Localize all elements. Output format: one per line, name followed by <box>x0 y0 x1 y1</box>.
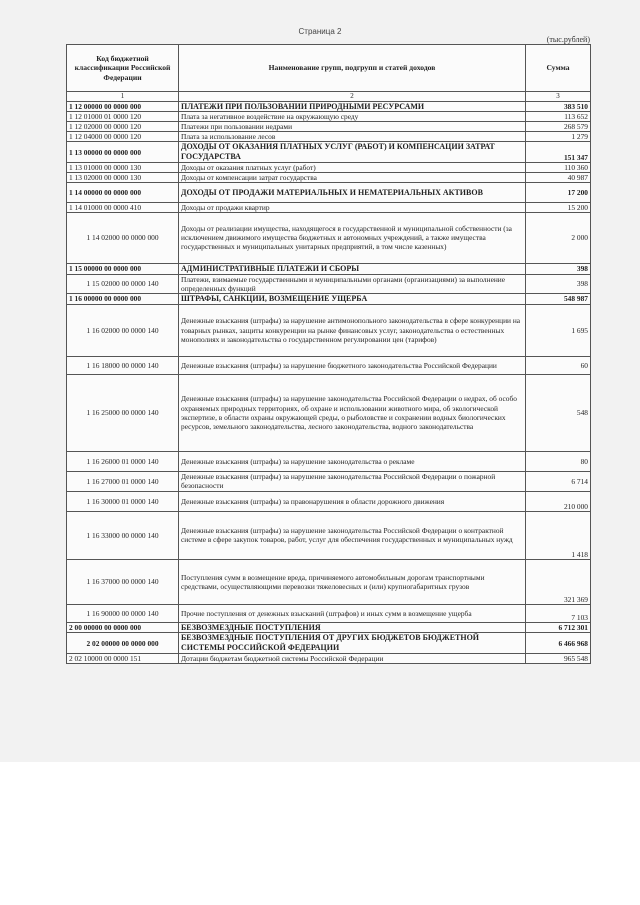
row-sum: 110 360 <box>526 162 591 172</box>
row-name: ШТРАФЫ, САНКЦИИ, ВОЗМЕЩЕНИЕ УЩЕРБА <box>179 293 526 304</box>
table-row <box>67 132 591 142</box>
row-sum: 1 418 <box>526 511 591 559</box>
row-code: 1 15 00000 00 0000 000 <box>67 263 179 274</box>
row-sum: 398 <box>526 274 591 293</box>
row-code: 1 16 18000 00 0000 140 <box>67 356 179 374</box>
row-name: Дотации бюджетам бюджетной системы Российской Федерации <box>179 653 526 663</box>
header-code: Код бюджетной классификации Российской Федерации <box>67 45 179 92</box>
row-code: 1 16 37000 00 0000 140 <box>67 559 179 604</box>
table-row <box>67 633 591 654</box>
table-row <box>67 356 591 374</box>
row-sum: 7 103 <box>526 604 591 622</box>
row-code: 2 00 00000 00 0000 000 <box>67 622 179 633</box>
row-sum: 548 987 <box>526 293 591 304</box>
row-code: 1 12 01000 01 0000 120 <box>67 112 179 122</box>
table-row <box>67 212 591 263</box>
table-row <box>67 471 591 491</box>
row-code: 1 13 02000 00 0000 130 <box>67 172 179 182</box>
row-name: Плата за использование лесов <box>179 132 526 142</box>
row-name: Доходы от компенсации затрат государства <box>179 172 526 182</box>
row-code: 2 02 00000 00 0000 000 <box>67 633 179 654</box>
table-row <box>67 274 591 293</box>
row-code: 1 16 02000 00 0000 140 <box>67 304 179 356</box>
row-sum: 321 369 <box>526 559 591 604</box>
row-name: Доходы от реализации имущества, находящегося в государственной и муниципальной собственности (за исключением движимого имущества бюджетных и автономных учреждений, а также имущества государственных и муниципальных унитарных предприятий, в том числе казенных) <box>179 212 526 263</box>
row-code: 2 02 10000 00 0000 151 <box>67 653 179 663</box>
row-code: 1 16 00000 00 0000 000 <box>67 293 179 304</box>
row-code: 1 13 01000 00 0000 130 <box>67 162 179 172</box>
table-row <box>67 653 591 663</box>
table-row <box>67 451 591 471</box>
row-code: 1 12 00000 00 0000 000 <box>67 101 179 112</box>
table-row <box>67 559 591 604</box>
table-row <box>67 182 591 202</box>
row-sum: 113 652 <box>526 112 591 122</box>
row-name: Денежные взыскания (штрафы) за нарушение бюджетного законодательства Российской Федерации <box>179 356 526 374</box>
column-number: 2 <box>179 92 526 102</box>
row-sum: 383 510 <box>526 101 591 112</box>
table-row <box>67 202 591 212</box>
column-number-row <box>67 92 591 102</box>
row-name: ДОХОДЫ ОТ ОКАЗАНИЯ ПЛАТНЫХ УСЛУГ (РАБОТ) И КОМПЕНСАЦИИ ЗАТРАТ ГОСУДАРСТВА <box>179 142 526 163</box>
table-row <box>67 162 591 172</box>
row-name: Платежи, взимаемые государственными и муниципальными органами (организациями) за выполнение определенных функций <box>179 274 526 293</box>
row-sum: 398 <box>526 263 591 274</box>
row-sum: 6 466 968 <box>526 633 591 654</box>
row-name: Денежные взыскания (штрафы) за правонарушения в области дорожного движения <box>179 491 526 511</box>
column-number: 1 <box>67 92 179 102</box>
row-code: 1 16 27000 01 0000 140 <box>67 471 179 491</box>
table-row <box>67 142 591 163</box>
row-sum: 151 347 <box>526 142 591 163</box>
row-name: Поступления сумм в возмещение вреда, причиняемого автомобильным дорогам транспортными средствами, осуществляющими перевозки тяжеловесных и (или) крупногабаритных грузов <box>179 559 526 604</box>
revenue-table <box>66 44 591 664</box>
table-row <box>67 304 591 356</box>
row-sum: 15 200 <box>526 202 591 212</box>
table-row <box>67 491 591 511</box>
row-sum: 965 548 <box>526 653 591 663</box>
column-number: 3 <box>526 92 591 102</box>
table-row <box>67 172 591 182</box>
table-row <box>67 622 591 633</box>
table-row <box>67 511 591 559</box>
row-name: Прочие поступления от денежных взысканий (штрафов) и иных сумм в возмещение ущерба <box>179 604 526 622</box>
row-name: Денежные взыскания (штрафы) за нарушение законодательства о рекламе <box>179 451 526 471</box>
row-name: Доходы от продажи квартир <box>179 202 526 212</box>
row-name: Денежные взыскания (штрафы) за нарушение антимонопольного законодательства в сфере конкуренции на товарных рынках, защиты конкуренции на рынке финансовых услуг, законодательства о естественных монополиях и законодательства о государственном регулировании цен (тарифов) <box>179 304 526 356</box>
row-sum: 2 000 <box>526 212 591 263</box>
row-name: Денежные взыскания (штрафы) за нарушение законодательства Российской Федерации о пожарной безопасности <box>179 471 526 491</box>
row-name: Платежи при пользовании недрами <box>179 122 526 132</box>
row-sum: 60 <box>526 356 591 374</box>
table-row <box>67 374 591 451</box>
row-code: 1 12 02000 00 0000 120 <box>67 122 179 132</box>
row-sum: 548 <box>526 374 591 451</box>
row-code: 1 12 04000 00 0000 120 <box>67 132 179 142</box>
page-label: Страница 2 <box>298 27 342 36</box>
row-name: АДМИНИСТРАТИВНЫЕ ПЛАТЕЖИ И СБОРЫ <box>179 263 526 274</box>
row-code: 1 16 90000 00 0000 140 <box>67 604 179 622</box>
row-name: Плата за негативное воздействие на окружающую среду <box>179 112 526 122</box>
row-name: ПЛАТЕЖИ ПРИ ПОЛЬЗОВАНИИ ПРИРОДНЫМИ РЕСУРСАМИ <box>179 101 526 112</box>
row-code: 1 16 25000 00 0000 140 <box>67 374 179 451</box>
table-header-row <box>67 45 591 92</box>
header-sum: Сумма <box>526 45 591 92</box>
row-code: 1 13 00000 00 0000 000 <box>67 142 179 163</box>
row-sum: 1 695 <box>526 304 591 356</box>
table-row <box>67 293 591 304</box>
row-code: 1 16 26000 01 0000 140 <box>67 451 179 471</box>
table-row <box>67 604 591 622</box>
table-row <box>67 101 591 112</box>
row-sum: 6 714 <box>526 471 591 491</box>
row-code: 1 16 33000 00 0000 140 <box>67 511 179 559</box>
row-sum: 210 000 <box>526 491 591 511</box>
row-name: ДОХОДЫ ОТ ПРОДАЖИ МАТЕРИАЛЬНЫХ И НЕМАТЕРИАЛЬНЫХ АКТИВОВ <box>179 182 526 202</box>
row-sum: 80 <box>526 451 591 471</box>
table-row <box>67 122 591 132</box>
row-code: 1 16 30000 01 0000 140 <box>67 491 179 511</box>
units-label: (тыс.рублей) <box>546 35 590 44</box>
row-name: Денежные взыскания (штрафы) за нарушение законодательства Российской Федерации о контрактной системе в сфере закупок товаров, работ, услуг для обеспечения государственных и муниципальных нужд <box>179 511 526 559</box>
row-code: 1 14 00000 00 0000 000 <box>67 182 179 202</box>
row-code: 1 15 02000 00 0000 140 <box>67 274 179 293</box>
row-sum: 268 579 <box>526 122 591 132</box>
row-sum: 40 987 <box>526 172 591 182</box>
header-name: Наименование групп, подгрупп и статей доходов <box>179 45 526 92</box>
row-sum: 6 712 301 <box>526 622 591 633</box>
table-row <box>67 263 591 274</box>
row-name: БЕЗВОЗМЕЗДНЫЕ ПОСТУПЛЕНИЯ <box>179 622 526 633</box>
row-sum: 17 200 <box>526 182 591 202</box>
row-code: 1 14 01000 00 0000 410 <box>67 202 179 212</box>
row-name: Денежные взыскания (штрафы) за нарушение законодательства Российской Федерации о недрах, об особо охраняемых природных территориях, об охране и использовании животного мира, об экологической экспертизе, в области охраны окружающей среды, о рыболовстве и сохранении водных биологических ресурсов, земельного законодательства, лесного законодательства, водного законодательства <box>179 374 526 451</box>
row-code: 1 14 02000 00 0000 000 <box>67 212 179 263</box>
row-name: БЕЗВОЗМЕЗДНЫЕ ПОСТУПЛЕНИЯ ОТ ДРУГИХ БЮДЖЕТОВ БЮДЖЕТНОЙ СИСТЕМЫ РОССИЙСКОЙ ФЕДЕРАЦИИ <box>179 633 526 654</box>
table-row <box>67 112 591 122</box>
row-name: Доходы от оказания платных услуг (работ) <box>179 162 526 172</box>
row-sum: 1 279 <box>526 132 591 142</box>
